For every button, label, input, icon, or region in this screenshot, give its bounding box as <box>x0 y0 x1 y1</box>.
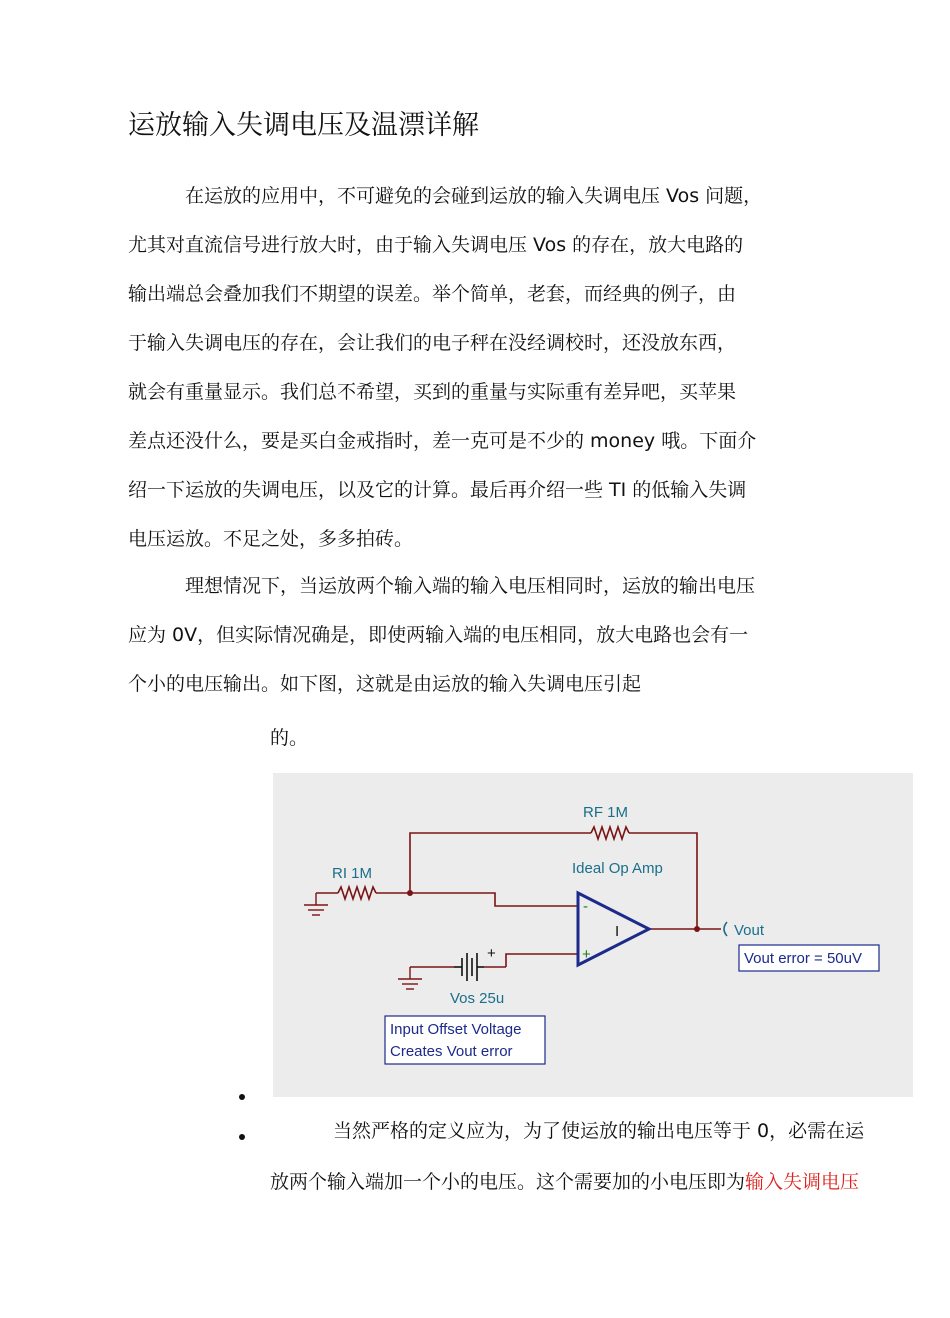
vout-error-text: Vout error = 50uV <box>744 950 862 967</box>
rf-label: RF 1M <box>583 804 628 821</box>
ground-icon <box>398 967 422 989</box>
junction-dot <box>694 926 700 932</box>
text-line: 尤其对直流信号进行放大时，由于输入失调电压 Vos 的存在，放大电路的 <box>128 234 744 256</box>
circuit-wires <box>316 827 721 967</box>
text-line: 电压运放。不足之处，多多拍砖。 <box>128 528 414 550</box>
vos-label: Vos 25u <box>450 990 505 1007</box>
text-line <box>270 1157 930 1208</box>
opamp-icon <box>578 893 649 965</box>
opamp-label: Ideal Op Amp <box>572 860 663 877</box>
bullet-dot <box>239 1094 245 1100</box>
page-title: 运放输入失调电压及温漂详解 <box>128 110 479 141</box>
ground-icon <box>304 893 328 915</box>
note-line-2: Creates Vout error <box>390 1043 513 1060</box>
battery-icon <box>454 953 484 981</box>
text-line: 就会有重量显示。我们总不希望，买到的重量与实际重有差异吧，买苹果 <box>128 381 737 403</box>
text-line: 输出端总会叠加我们不期望的误差。举个简单，老套，而经典的例子，由 <box>128 283 737 305</box>
text-line: 绍一下运放的失调电压，以及它的计算。最后再介绍一些 TI 的低输入失调 <box>128 479 747 501</box>
text-line: 个小的电压输出。如下图，这就是由运放的输入失调电压引起 <box>128 673 642 695</box>
highlight-term: 输入失调电压 <box>745 1171 860 1193</box>
paragraph-ideal-case <box>128 562 828 709</box>
paragraph-intro <box>128 172 828 564</box>
text-line: 理想情况下，当运放两个输入端的输入电压相同时，运放的输出电压 <box>185 575 756 597</box>
note-line-1: Input Offset Voltage <box>390 1021 522 1038</box>
text-line: 差点还没什么，要是买白金戒指时，差一克可是不少的 money 哦。下面介 <box>128 430 757 452</box>
vout-label: Vout <box>734 922 765 939</box>
paragraph-tail: 的。 <box>270 727 309 749</box>
bullet-dot <box>239 1134 245 1140</box>
noninverting-input-sign: + <box>582 946 591 963</box>
junction-dot <box>407 890 413 896</box>
battery-plus: + <box>487 945 496 962</box>
inverting-input-sign: - <box>583 898 588 915</box>
ri-label: RI 1M <box>332 865 373 882</box>
text-line: 在运放的应用中，不可避免的会碰到运放的输入失调电压 Vos 问题， <box>185 185 763 207</box>
text-line: 于输入失调电压的存在，会让我们的电子秤在没经调校时，还没放东西， <box>128 332 737 354</box>
text-line: 应为 0V，但实际情况确是，即使两输入端的电压相同，放大电路也会有一 <box>128 624 749 646</box>
text-plain: 放两个输入端加一个小的电压。这个需要加的小电压即为 <box>270 1171 746 1193</box>
opamp-symbol: I <box>615 923 620 940</box>
terminal-icon <box>724 922 727 936</box>
paragraph-definition <box>270 1106 930 1208</box>
circuit-diagram <box>273 773 913 1097</box>
text-line: 当然严格的定义应为，为了使运放的输出电压等于 0，必需在运 <box>333 1120 865 1142</box>
circuit-figure <box>273 773 913 1097</box>
